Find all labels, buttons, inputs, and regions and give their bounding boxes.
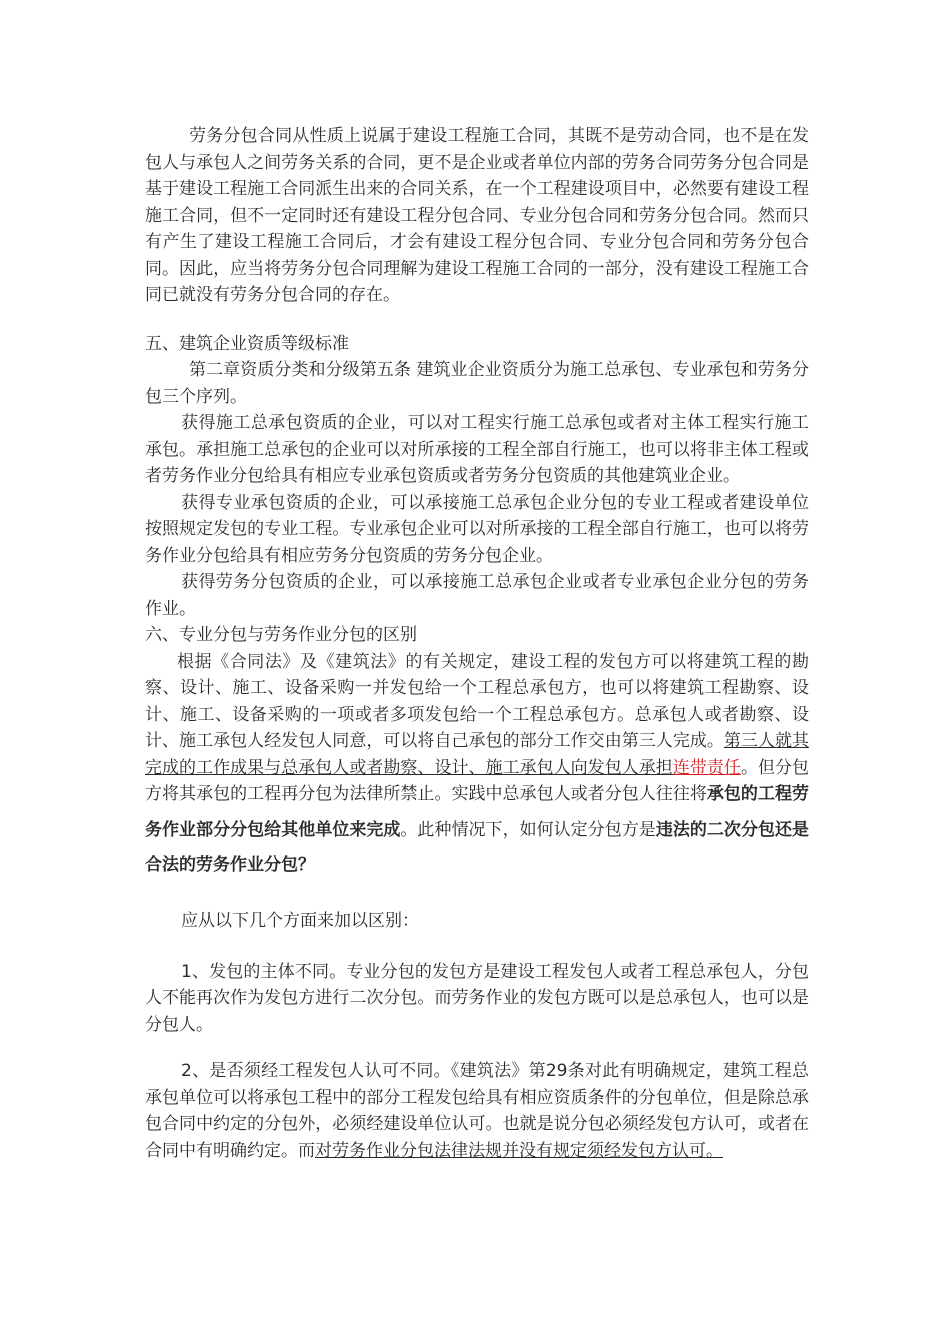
text-run: 、发包的主体不同。专业分包的发包方是建设工程发包人或者工程总承包人，分包人不能再次作为发包方进行二次分包。而劳务作业的发包方既可以是总承包人，也可以是分包人。 bbox=[145, 961, 809, 1035]
text-run: 。此种情况下，如何认定分包方是 bbox=[400, 819, 656, 840]
paragraph-contract-law-provisions bbox=[145, 649, 809, 879]
paragraph-specialty-contracting: 获得专业承包资质的企业，可以承接施工总承包企业分包的专业工程或者建设单位按照规定发包的专业工程。专业承包企业可以对所承接的工程全部自行施工，也可以将劳务作业分包给具有相应劳务分包资质的劳务分包企业。 bbox=[145, 492, 809, 566]
joint-liability-highlight: 连带责任 bbox=[672, 757, 741, 778]
paragraph-general-contracting: 获得施工总承包资质的企业，可以对工程实行施工总承包或者对主体工程实行施工承包。承担施工总承包的企业可以对所承接的工程全部自行施工，也可以将非主体工程或者劳务作业分包给具有相应专业承包资质或者劳务分包资质的其他建筑业企业。 bbox=[145, 413, 809, 486]
spacer bbox=[145, 309, 809, 331]
paragraph-point-2 bbox=[145, 1058, 809, 1164]
paragraph-chapter2-article5: 第二章资质分类和分级第五条 建筑业企业资质分为施工总承包、专业承包和劳务分包三个序列。 bbox=[145, 360, 809, 407]
paragraph-labor-subcontract-nature: 劳务分包合同从性质上说属于建设工程施工合同，其既不是劳动合同，也不是在发包人与承包人之间劳务关系的合同，更不是企业或者单位内部的劳务合同劳务分包合同是基于建设工程施工合同派生出来的合同关系，在一个工程建设项目中，必然要有建设工程施工合同，但不一定同时还有建设工程分包合同、专业分包合同和劳务分包合同。然而只有产生了建设工程施工合同后，才会有建设工程分包合同、专业分包合同和劳务分包合同。因此，应当将劳务分包合同理解为建设工程施工合同的一部分，没有建设工程施工合同已就没有劳务分包合同的存在。 bbox=[145, 126, 809, 305]
paragraph-distinguish-intro: 应从以下几个方面来加以区别： bbox=[181, 911, 419, 931]
text-run: 、是否须经工程发包人认可不同。《建筑法》第 bbox=[191, 1061, 546, 1081]
list-number: 2 bbox=[181, 1061, 192, 1081]
paragraph-point-1 bbox=[145, 959, 809, 1039]
text-run: 。但分包方将其承包的工程再分包为法律所禁止。实践中总承包人或者分包人往往将 bbox=[145, 757, 810, 804]
heading-section-5: 五、建筑企业资质等级标准 bbox=[145, 333, 349, 354]
document-body bbox=[145, 123, 809, 1164]
text-run: 根据《合同法》及《建筑法》的有关规定，建设工程的发包方可以将建筑工程的勘察、设计、施工、设备采购一并发包给一个工程总承包方，也可以将建筑工程勘察、设计、施工、设备采购的一项或者多项发包给一个工程总承包方。总承包人或者勘察、设计、施工承包人经发包人同意，可以将自己承包的部分工作交由第三人完成。 bbox=[145, 651, 809, 751]
bold-text: 违法的二次分包还是合法的劳务作业分包？ bbox=[145, 819, 810, 875]
list-number: 1 bbox=[181, 961, 192, 982]
underlined-text: 对劳务作业分包法律法规并没有规定须经发包方认可。 bbox=[315, 1140, 723, 1161]
heading-section-6: 六、专业分包与劳务作业分包的区别 bbox=[145, 625, 417, 645]
paragraph-labor-subcontracting: 获得劳务分包资质的企业，可以承接施工总承包企业或者专业承包企业分包的劳务作业。 bbox=[145, 572, 809, 619]
article-number: 29 bbox=[545, 1061, 568, 1081]
text-run: 第三人就其完成的工作成果与总承包人或者勘察、设计、施工承包人向发包人承担 bbox=[145, 731, 810, 778]
text-run: 条对此有明确规定，建筑工程总承包单位可以将承包工程中的部分工程发包给具有相应资质条件的分包单位，但是除总承包合同中约定的分包外，必须经建设单位认可。也就是说分包必须经发包方认可，或者在合同中有明确约定。而 bbox=[145, 1061, 810, 1161]
bold-text: 承包的工程劳务作业部分分包给其他单位来完成 bbox=[145, 784, 810, 840]
